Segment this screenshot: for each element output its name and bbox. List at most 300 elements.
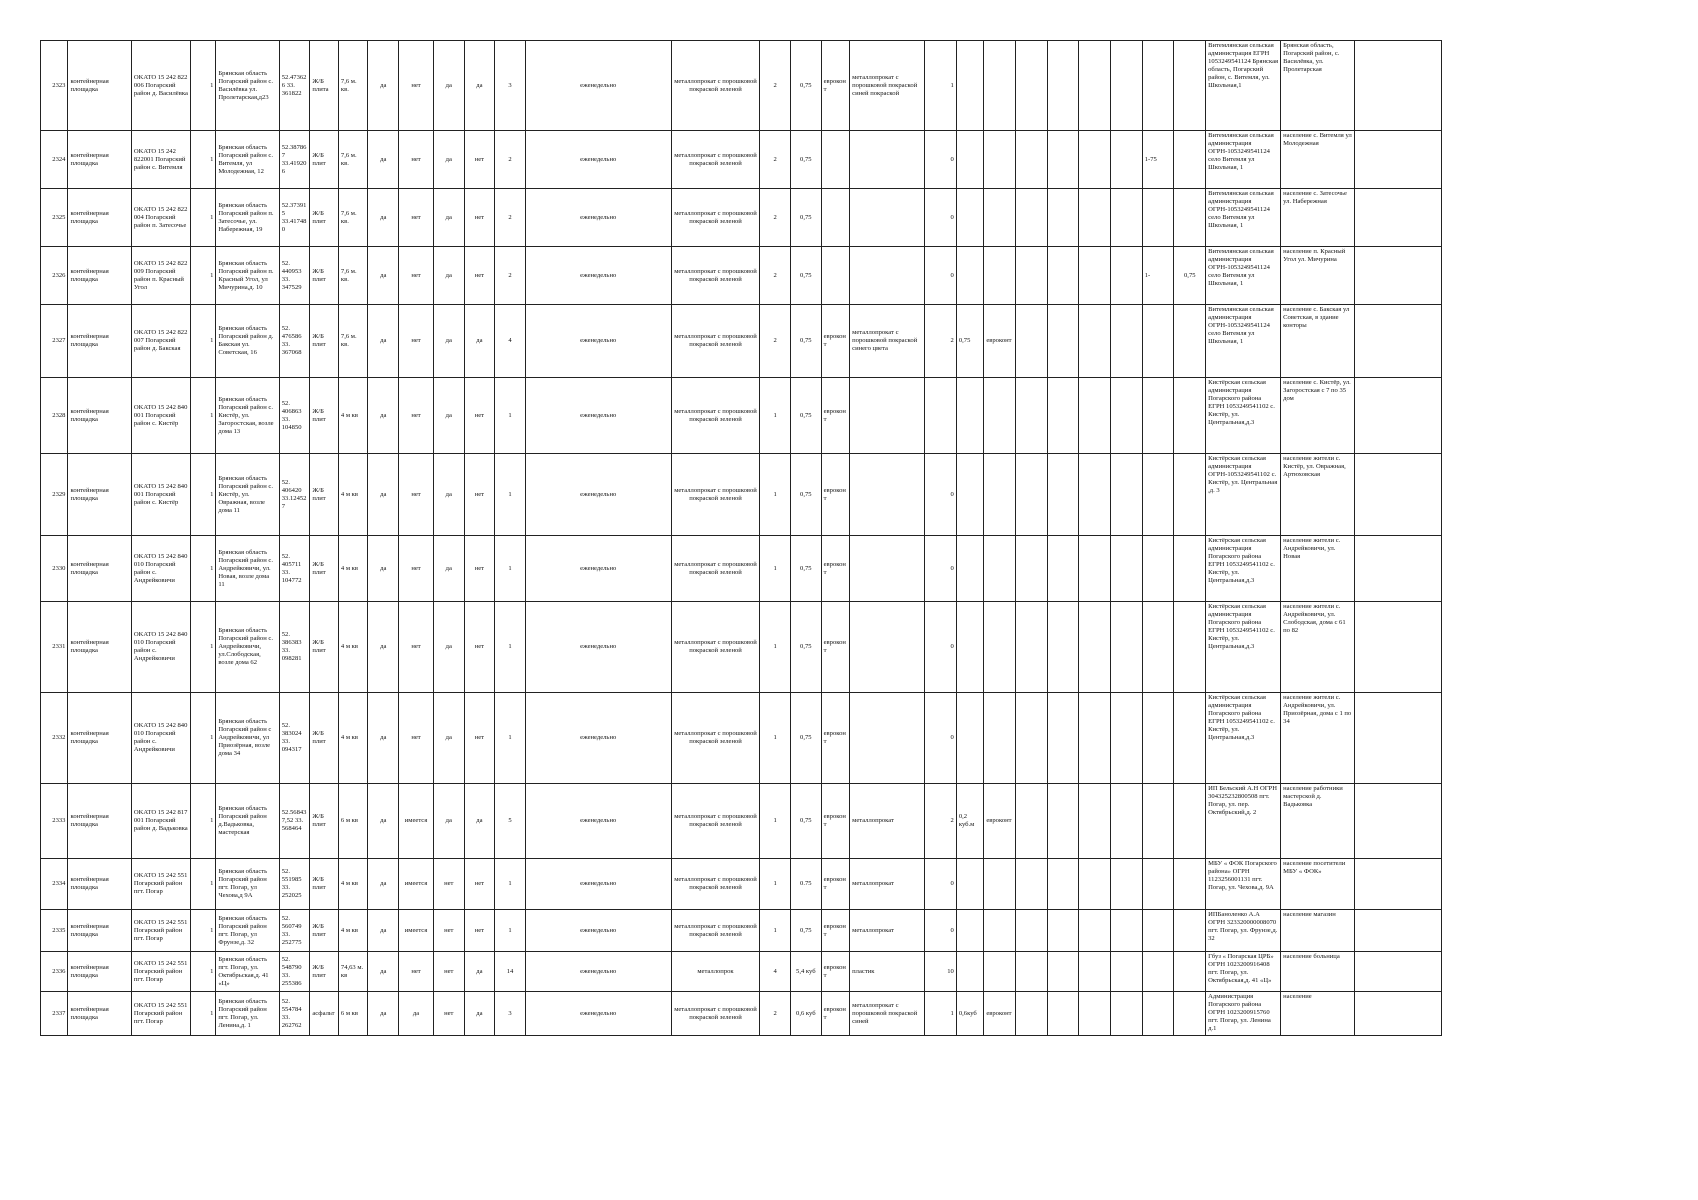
flag-cell-3: да	[433, 189, 464, 247]
count-cell: 1	[191, 189, 216, 247]
empty-cell	[1079, 910, 1111, 952]
container-type-cell: евроконт	[821, 536, 850, 602]
extra-cell-1	[1142, 189, 1174, 247]
area-cell: 7,6 м. кв.	[338, 131, 368, 189]
row-number: 2337	[41, 992, 68, 1036]
flag-cell-3: нет	[433, 859, 464, 910]
registry-table	[40, 40, 1442, 1036]
extra-cell-1: 1-75	[1142, 131, 1174, 189]
surface-cell: асфальт	[310, 992, 339, 1036]
object-type: контейнерная площадка	[68, 602, 131, 693]
surface-cell: Ж/Б плит	[310, 602, 339, 693]
container-count-cell: 2	[760, 131, 791, 189]
material2-cell	[850, 693, 925, 784]
empty-cell	[1079, 952, 1111, 992]
coordinates-cell: 52. 405711 33. 104772	[279, 536, 310, 602]
container-type2-cell	[984, 247, 1016, 305]
flag-cell-4: нет	[464, 859, 495, 910]
surface-cell: Ж/Б плит	[310, 693, 339, 784]
container-type-cell: евроконт	[821, 992, 850, 1036]
empty-cell	[1111, 536, 1143, 602]
area-cell: 7,6 м. кв.	[338, 305, 368, 378]
count-cell: 1	[191, 305, 216, 378]
okato-code: OKATO 15 242 822 006 Погарский район д. Василёвка	[131, 41, 190, 131]
container-count-cell: 2	[760, 189, 791, 247]
owner-cell: Витемлянская сельская администрация ОГРН-1053249541124 село Витемля ул Школьная, 1	[1206, 305, 1281, 378]
count-cell: 1	[191, 378, 216, 454]
empty-cell	[1016, 784, 1048, 859]
table-row	[41, 693, 1442, 784]
address-cell: Брянская область Погарский район с. Кистёр, ул. Овражная, возле дома 11	[216, 454, 279, 536]
empty-cell	[1016, 602, 1048, 693]
quantity-cell: 2	[495, 189, 526, 247]
container-count-cell: 2	[760, 247, 791, 305]
coordinates-cell: 52.387867 33.419206	[279, 131, 310, 189]
owner-cell: ИП Бельский А.Н ОГРН 304325232800508 пгт. Погар, ул. пер. Октябрьский,д. 2	[1206, 784, 1281, 859]
material-cell: металлопрокат с порошковой покраской зеленой	[671, 41, 760, 131]
okato-code: OKATO 15 242 822 007 Погарский район д. Бакская	[131, 305, 190, 378]
empty-cell	[1047, 602, 1079, 693]
empty-cell	[1016, 952, 1048, 992]
address-cell: Брянская область Погарский район с. Витемля, ул Молодежная, 12	[216, 131, 279, 189]
count2-cell: 0	[925, 602, 957, 693]
empty-cell	[1079, 454, 1111, 536]
empty-cell	[1355, 693, 1442, 784]
count2-cell: 0	[925, 693, 957, 784]
coordinates-cell: 52.568437,52 33. 568464	[279, 784, 310, 859]
material2-cell	[850, 247, 925, 305]
owner-cell: Витемлянская сельская администрация ЕГРН 1053249541124 Брянская область, Погарский район, с. Витемля, ул. Школьная,1	[1206, 41, 1281, 131]
flag-cell-3: да	[433, 693, 464, 784]
volume-cell: 0,75	[791, 784, 822, 859]
empty-cell	[1111, 910, 1143, 952]
volume2-cell	[956, 41, 983, 131]
empty-cell	[1111, 41, 1143, 131]
material-cell: металлопрокат с порошковой покраской зеленой	[671, 454, 760, 536]
table-row	[41, 131, 1442, 189]
frequency-cell: еженедельно	[525, 910, 671, 952]
flag-cell-3: да	[433, 131, 464, 189]
object-type: контейнерная площадка	[68, 378, 131, 454]
flag-cell-1: да	[368, 41, 399, 131]
okato-code: OKATO 15 242 551 Погарский район пгт. Погар	[131, 952, 190, 992]
waste-source-cell: население жители с. Андрейковичи, ул. Новая	[1281, 536, 1355, 602]
volume2-cell: 0,2 куб.м	[956, 784, 983, 859]
table-row	[41, 784, 1442, 859]
flag-cell-2: имеется	[399, 859, 434, 910]
object-type: контейнерная площадка	[68, 992, 131, 1036]
flag-cell-4: нет	[464, 693, 495, 784]
quantity-cell: 2	[495, 247, 526, 305]
flag-cell-1: да	[368, 952, 399, 992]
coordinates-cell: 52. 406420 33.124527	[279, 454, 310, 536]
volume2-cell	[956, 454, 983, 536]
empty-cell	[1047, 305, 1079, 378]
area-cell: 7,6 м. кв.	[338, 247, 368, 305]
empty-cell	[1079, 189, 1111, 247]
extra-cell-2	[1174, 189, 1206, 247]
frequency-cell: еженедельно	[525, 784, 671, 859]
quantity-cell: 1	[495, 378, 526, 454]
row-number: 2335	[41, 910, 68, 952]
quantity-cell: 1	[495, 910, 526, 952]
okato-code: OKATO 15 242 822 004 Погарский район п. Затесочье	[131, 189, 190, 247]
flag-cell-2: нет	[399, 952, 434, 992]
empty-cell	[1079, 784, 1111, 859]
area-cell: 7,6 м. кв.	[338, 41, 368, 131]
empty-cell	[1355, 454, 1442, 536]
coordinates-cell: 52. 406863 33. 104850	[279, 378, 310, 454]
flag-cell-1: да	[368, 910, 399, 952]
material-cell: металлопрок	[671, 952, 760, 992]
material-cell: металлопрокат с порошковой покраской зеленой	[671, 189, 760, 247]
flag-cell-1: да	[368, 859, 399, 910]
row-number: 2325	[41, 189, 68, 247]
flag-cell-2: нет	[399, 454, 434, 536]
waste-source-cell: население с. Витемля ул Молодежная	[1281, 131, 1355, 189]
address-cell: Брянская область Погарский район с. Василёвка ул. Пролетарская,д23	[216, 41, 279, 131]
coordinates-cell: 52. 386383 33. 098281	[279, 602, 310, 693]
okato-code: OKATO 15 242 840 010 Погарский район с. Андрейковичи	[131, 536, 190, 602]
flag-cell-2: нет	[399, 602, 434, 693]
row-number: 2329	[41, 454, 68, 536]
material2-cell	[850, 602, 925, 693]
flag-cell-3: нет	[433, 952, 464, 992]
flag-cell-2: нет	[399, 378, 434, 454]
material-cell: металлопрокат с порошковой покраской зеленой	[671, 859, 760, 910]
volume-cell: 0,75	[791, 247, 822, 305]
flag-cell-2: нет	[399, 693, 434, 784]
flag-cell-1: да	[368, 454, 399, 536]
count-cell: 1	[191, 910, 216, 952]
empty-cell	[1047, 859, 1079, 910]
coordinates-cell: 52. 551985 33. 252025	[279, 859, 310, 910]
volume2-cell	[956, 910, 983, 952]
volume-cell: 0,75	[791, 602, 822, 693]
flag-cell-3: да	[433, 784, 464, 859]
empty-cell	[1047, 131, 1079, 189]
count2-cell: 0	[925, 536, 957, 602]
material-cell: металлопрокат с порошковой покраской зеленой	[671, 910, 760, 952]
surface-cell: Ж/Б плит	[310, 952, 339, 992]
extra-cell-1	[1142, 41, 1174, 131]
empty-cell	[1355, 41, 1442, 131]
empty-cell	[1016, 910, 1048, 952]
material2-cell: металлопрокат с порошковой покраской синей	[850, 992, 925, 1036]
container-type2-cell	[984, 859, 1016, 910]
empty-cell	[1079, 602, 1111, 693]
coordinates-cell: 52. 476586 33. 367068	[279, 305, 310, 378]
flag-cell-1: да	[368, 536, 399, 602]
frequency-cell: еженедельно	[525, 859, 671, 910]
empty-cell	[1111, 378, 1143, 454]
volume2-cell	[956, 952, 983, 992]
material2-cell: металлопрокат	[850, 859, 925, 910]
object-type: контейнерная площадка	[68, 910, 131, 952]
table-row	[41, 992, 1442, 1036]
flag-cell-4: нет	[464, 131, 495, 189]
material-cell: металлопрокат с порошковой покраской зеленой	[671, 693, 760, 784]
flag-cell-4: нет	[464, 189, 495, 247]
empty-cell	[1016, 305, 1048, 378]
container-count-cell: 1	[760, 454, 791, 536]
frequency-cell: еженедельно	[525, 41, 671, 131]
container-type-cell	[821, 247, 850, 305]
volume-cell: 0,75	[791, 693, 822, 784]
empty-cell	[1047, 378, 1079, 454]
empty-cell	[1111, 189, 1143, 247]
flag-cell-2: нет	[399, 305, 434, 378]
address-cell: Брянская область Погарский район с. Андрейковичи, ул.Слободская, возле дома 62	[216, 602, 279, 693]
flag-cell-4: нет	[464, 378, 495, 454]
owner-cell: Витемлянская сельская администрация ОГРН-1053249541124 село Витемля ул Школьная, 1	[1206, 247, 1281, 305]
owner-cell: Кистёрская сельская администрация Погарского района ЕГРН 1053249541102 с. Кистёр, ул. Центральная,д.3	[1206, 693, 1281, 784]
container-type-cell: евроконт	[821, 693, 850, 784]
surface-cell: Ж/Б плит	[310, 378, 339, 454]
empty-cell	[1079, 247, 1111, 305]
waste-source-cell: население работники мастерской д. Вадьковка	[1281, 784, 1355, 859]
count-cell: 1	[191, 454, 216, 536]
surface-cell: Ж/Б плит	[310, 247, 339, 305]
table-row	[41, 305, 1442, 378]
owner-cell: Кистёрская сельская администрация Погарского района ЕГРН 1053249541102 с. Кистёр, ул. Центральная,д.3	[1206, 536, 1281, 602]
container-type-cell: евроконт	[821, 454, 850, 536]
extra-cell-1	[1142, 378, 1174, 454]
flag-cell-1: да	[368, 189, 399, 247]
quantity-cell: 1	[495, 536, 526, 602]
count2-cell: 1	[925, 41, 957, 131]
flag-cell-3: нет	[433, 910, 464, 952]
quantity-cell: 1	[495, 454, 526, 536]
surface-cell: Ж/Б плит	[310, 859, 339, 910]
waste-source-cell: население с. Кистёр, ул. Загоростская с 7 по 35 дом	[1281, 378, 1355, 454]
flag-cell-4: нет	[464, 910, 495, 952]
surface-cell: Ж/Б плит	[310, 784, 339, 859]
volume2-cell	[956, 602, 983, 693]
material-cell: металлопрокат с порошковой покраской зеленой	[671, 536, 760, 602]
flag-cell-2: имеется	[399, 910, 434, 952]
extra-cell-1	[1142, 910, 1174, 952]
count2-cell: 1	[925, 992, 957, 1036]
object-type: контейнерная площадка	[68, 693, 131, 784]
table-row	[41, 247, 1442, 305]
empty-cell	[1079, 378, 1111, 454]
material-cell: металлопрокат с порошковой покраской зеленой	[671, 602, 760, 693]
quantity-cell: 14	[495, 952, 526, 992]
area-cell: 7,6 м. кв.	[338, 189, 368, 247]
count-cell: 1	[191, 992, 216, 1036]
empty-cell	[1016, 41, 1048, 131]
area-cell: 4 м кв	[338, 602, 368, 693]
material-cell: металлопрокат с порошковой покраской зеленой	[671, 131, 760, 189]
empty-cell	[1355, 784, 1442, 859]
empty-cell	[1016, 693, 1048, 784]
address-cell: Брянская область Погарский район с Андрейковичи, ул Приозёрная, возле дома 34	[216, 693, 279, 784]
extra-cell-2	[1174, 693, 1206, 784]
empty-cell	[1016, 378, 1048, 454]
volume-cell: 0,75	[791, 454, 822, 536]
object-type: контейнерная площадка	[68, 536, 131, 602]
address-cell: Брянская область Погарский район д. Бакская ул. Советская, 16	[216, 305, 279, 378]
waste-source-cell: население	[1281, 992, 1355, 1036]
okato-code: OKATO 15 242 822 009 Погарский район п. Красный Угол	[131, 247, 190, 305]
empty-cell	[1111, 992, 1143, 1036]
waste-source-cell: население п. Красный Угол ул. Мичурина	[1281, 247, 1355, 305]
material2-cell: пластик	[850, 952, 925, 992]
container-count-cell: 1	[760, 910, 791, 952]
owner-cell: Администрация Погарского района ОГРН 1023200915760 пгт. Погар, ул. Ленина д.1	[1206, 992, 1281, 1036]
empty-cell	[1016, 131, 1048, 189]
material-cell: металлопрокат с порошковой покраской зеленой	[671, 378, 760, 454]
object-type: контейнерная площадка	[68, 454, 131, 536]
table-row	[41, 41, 1442, 131]
extra-cell-1	[1142, 602, 1174, 693]
okato-code: OKATO 15 242 840 001 Погарский район с. Кистёр	[131, 454, 190, 536]
flag-cell-4: да	[464, 992, 495, 1036]
empty-cell	[1079, 859, 1111, 910]
material2-cell	[850, 189, 925, 247]
owner-cell: ИПБаноленко А.А ОГРН 323320000008070 пгт. Погар, ул. Фрунзе,д. 32	[1206, 910, 1281, 952]
coordinates-cell: 52. 440953 33. 347529	[279, 247, 310, 305]
empty-cell	[1016, 536, 1048, 602]
area-cell: 6 м кв	[338, 784, 368, 859]
extra-cell-2	[1174, 859, 1206, 910]
quantity-cell: 1	[495, 693, 526, 784]
material-cell: металлопрокат с порошковой покраской зеленой	[671, 305, 760, 378]
volume-cell: 0,75	[791, 536, 822, 602]
row-number: 2323	[41, 41, 68, 131]
volume2-cell	[956, 131, 983, 189]
flag-cell-2: нет	[399, 41, 434, 131]
empty-cell	[1016, 859, 1048, 910]
okato-code: OKATO 15 242 817 001 Погарский район д. Вадьковка	[131, 784, 190, 859]
row-number: 2324	[41, 131, 68, 189]
empty-cell	[1079, 536, 1111, 602]
object-type: контейнерная площадка	[68, 189, 131, 247]
okato-code: OKATO 15 242 551 Погарский район пгт. Погар	[131, 992, 190, 1036]
owner-cell: Кистёрская сельская администрация Погарского района ЕГРН 1053249541102 с. Кистёр, ул. Центральная,д.3	[1206, 602, 1281, 693]
count-cell: 1	[191, 693, 216, 784]
extra-cell-1	[1142, 784, 1174, 859]
flag-cell-3: да	[433, 305, 464, 378]
owner-cell: Гбуз « Погарская ЦРБ» ОГРН 1023200916408 пгт. Погар, ул. Октябрьская,д. 41 «Ц»	[1206, 952, 1281, 992]
quantity-cell: 5	[495, 784, 526, 859]
owner-cell: Витемлянская сельская администрация ОГРН-1053249541124 село Витемля ул Школьная, 1	[1206, 131, 1281, 189]
empty-cell	[1047, 536, 1079, 602]
surface-cell: Ж/Б плит	[310, 131, 339, 189]
container-type2-cell	[984, 952, 1016, 992]
frequency-cell: еженедельно	[525, 992, 671, 1036]
empty-cell	[1047, 784, 1079, 859]
empty-cell	[1111, 693, 1143, 784]
extra-cell-2: 0,75	[1174, 247, 1206, 305]
extra-cell-2	[1174, 41, 1206, 131]
count-cell: 1	[191, 952, 216, 992]
flag-cell-2: да	[399, 992, 434, 1036]
empty-cell	[1355, 247, 1442, 305]
extra-cell-2	[1174, 602, 1206, 693]
empty-cell	[1047, 454, 1079, 536]
container-count-cell: 2	[760, 305, 791, 378]
flag-cell-1: да	[368, 602, 399, 693]
volume2-cell	[956, 189, 983, 247]
address-cell: Брянская область Погарский район с. Кистёр, ул. Загоростская, возле дома 13	[216, 378, 279, 454]
material2-cell	[850, 536, 925, 602]
address-cell: Брянская область Погарский район пгт. Погар, ул Фрунзе,д. 32	[216, 910, 279, 952]
empty-cell	[1355, 859, 1442, 910]
extra-cell-1: 1-	[1142, 247, 1174, 305]
empty-cell	[1111, 305, 1143, 378]
empty-cell	[1111, 131, 1143, 189]
flag-cell-1: да	[368, 247, 399, 305]
flag-cell-1: да	[368, 693, 399, 784]
empty-cell	[1016, 247, 1048, 305]
empty-cell	[1355, 536, 1442, 602]
count-cell: 1	[191, 536, 216, 602]
empty-cell	[1079, 131, 1111, 189]
extra-cell-2	[1174, 784, 1206, 859]
count2-cell: 2	[925, 305, 957, 378]
extra-cell-2	[1174, 992, 1206, 1036]
count2-cell: 2	[925, 784, 957, 859]
extra-cell-1	[1142, 305, 1174, 378]
count-cell: 1	[191, 784, 216, 859]
waste-source-cell: население жители с. Кистёр, ул. Овражная, Артюховская	[1281, 454, 1355, 536]
flag-cell-4: да	[464, 305, 495, 378]
extra-cell-2	[1174, 952, 1206, 992]
extra-cell-1	[1142, 952, 1174, 992]
owner-cell: Кистёрская сельская администрация Погарского района ЕГРН 1053249541102 с. Кистёр, ул. Центральная,д.3	[1206, 378, 1281, 454]
waste-source-cell: население жители с. Андрейковичи, ул. Приозёрная, дома с 1 по 34	[1281, 693, 1355, 784]
coordinates-cell: 52.473626 33. 361822	[279, 41, 310, 131]
extra-cell-2	[1174, 454, 1206, 536]
empty-cell	[1355, 910, 1442, 952]
flag-cell-4: нет	[464, 454, 495, 536]
quantity-cell: 3	[495, 992, 526, 1036]
table-row	[41, 454, 1442, 536]
volume2-cell: 0,75	[956, 305, 983, 378]
count2-cell: 0	[925, 859, 957, 910]
volume2-cell	[956, 247, 983, 305]
coordinates-cell: 52. 548790 33. 255386	[279, 952, 310, 992]
count2-cell	[925, 378, 957, 454]
frequency-cell: еженедельно	[525, 378, 671, 454]
count-cell: 1	[191, 859, 216, 910]
count2-cell: 0	[925, 454, 957, 536]
coordinates-cell: 52. 560749 33. 252775	[279, 910, 310, 952]
container-type-cell: евроконт	[821, 859, 850, 910]
coordinates-cell: 52.373915 33.417480	[279, 189, 310, 247]
count2-cell: 0	[925, 247, 957, 305]
container-count-cell: 1	[760, 693, 791, 784]
count2-cell: 10	[925, 952, 957, 992]
waste-source-cell: население с. Затесочье ул. Набережная	[1281, 189, 1355, 247]
volume-cell: 0,75	[791, 41, 822, 131]
volume2-cell	[956, 859, 983, 910]
container-type-cell: евроконт	[821, 305, 850, 378]
frequency-cell: еженедельно	[525, 247, 671, 305]
material-cell: металлопрокат с порошковой покраской зеленой	[671, 247, 760, 305]
flag-cell-4: да	[464, 41, 495, 131]
container-count-cell: 1	[760, 784, 791, 859]
container-type2-cell	[984, 693, 1016, 784]
count2-cell: 0	[925, 189, 957, 247]
address-cell: Брянская область Погарский район с. Андрейковичи, ул. Новая, возле дома 11	[216, 536, 279, 602]
container-count-cell: 1	[760, 859, 791, 910]
owner-cell: Витемлянская сельская администрация ОГРН-1053249541124 село Витемля ул Школьная, 1	[1206, 189, 1281, 247]
table-row	[41, 189, 1442, 247]
count-cell: 1	[191, 41, 216, 131]
